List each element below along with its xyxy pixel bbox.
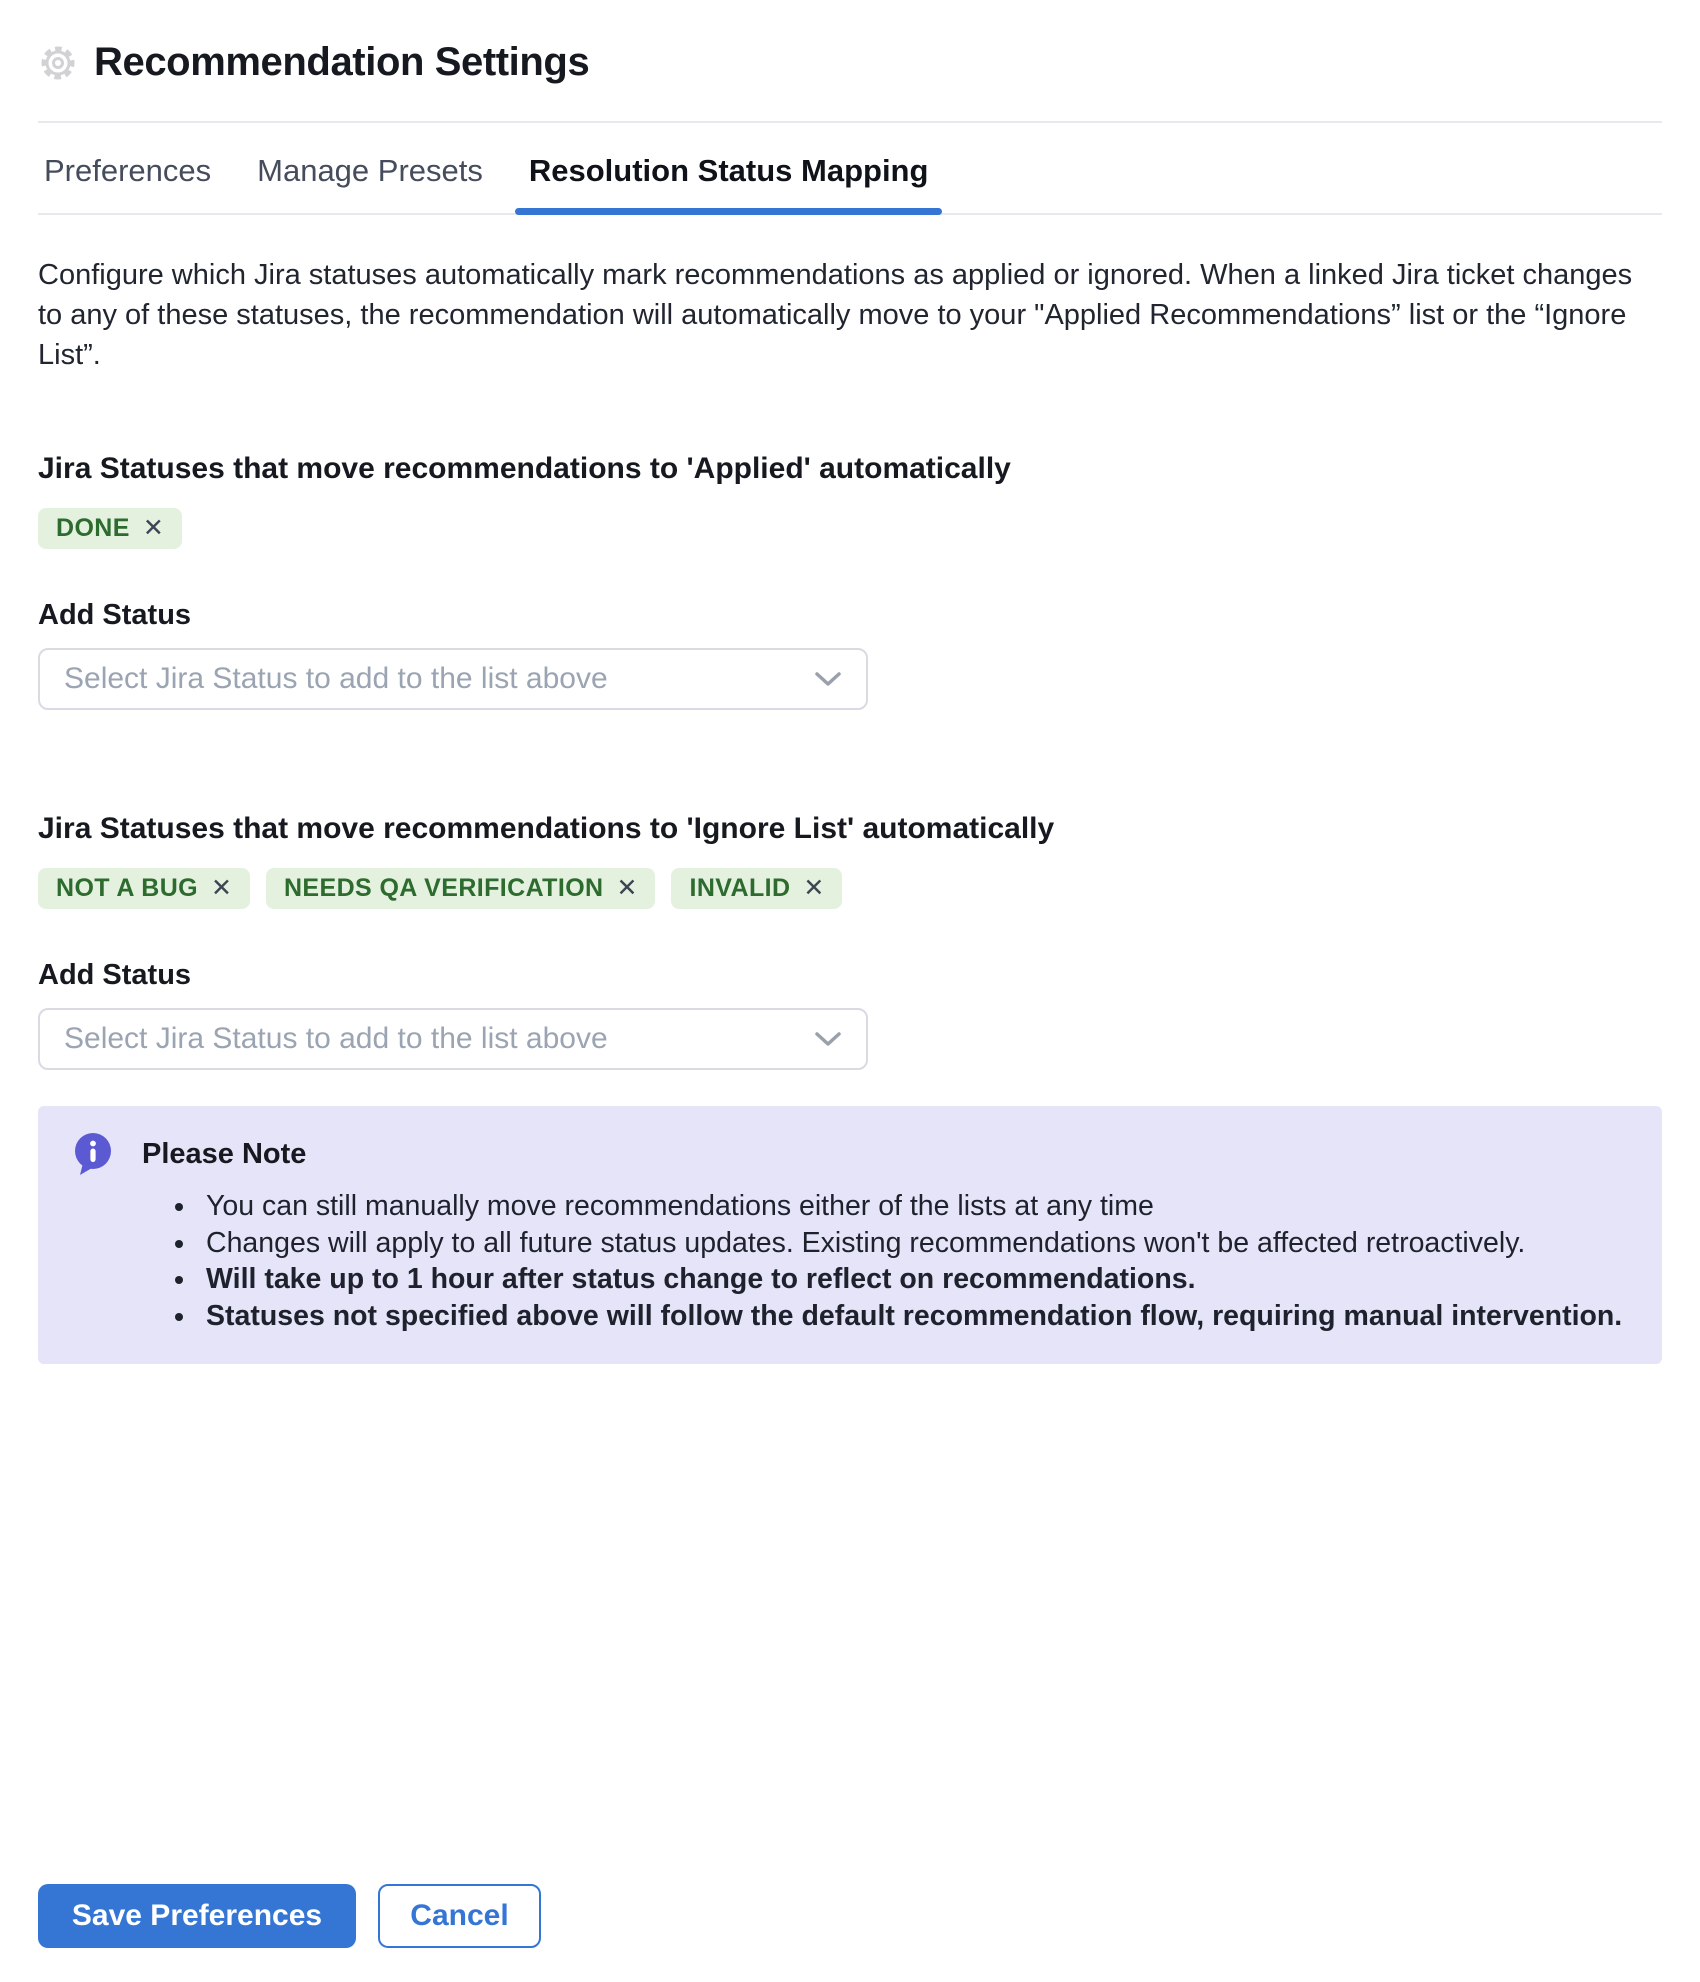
- status-tag-done: [38, 508, 182, 549]
- select-placeholder: Select Jira Status to add to the list above: [64, 662, 608, 695]
- note-bullet: • Changes will apply to all future status updates. Existing recommendations won't be affected retroactively.: [198, 1225, 1632, 1262]
- page-header: [38, 40, 1662, 85]
- note-bullet-list: [72, 1188, 1632, 1334]
- page-description: Configure which Jira statuses automatically mark recommendations as applied or ignored. When a linked Jira ticket changes to any of these statuses, the recommendation will automatically move to your "Applied Recommendations” list or the “Ignore List”.: [38, 259, 1633, 371]
- note-bullet: • Statuses not specified above will follow the default recommendation flow, requiring manual intervention.: [198, 1298, 1632, 1335]
- footer-actions: [38, 1884, 1662, 1982]
- jira-status-select-ignore[interactable]: [38, 1008, 868, 1070]
- status-tag-label: NOT A BUG: [56, 874, 199, 902]
- status-tag-label: NEEDS QA VERIFICATION: [283, 874, 604, 902]
- status-tag-label: DONE: [56, 514, 130, 542]
- cancel-button[interactable]: Cancel: [378, 1884, 541, 1948]
- gear-icon: [38, 43, 78, 83]
- note-bullet: • You can still manually move recommendations either of the lists at any time: [198, 1188, 1632, 1225]
- remove-status-icon[interactable]: ✕: [211, 874, 232, 902]
- status-tag-invalid: [671, 868, 842, 909]
- tab-resolution-status-mapping[interactable]: Resolution Status Mapping: [527, 141, 931, 213]
- applied-status-tags: [38, 508, 1662, 549]
- status-tag-label: INVALID: [689, 874, 791, 902]
- note-header: [72, 1132, 1632, 1176]
- add-status-label-applied: Add Status: [38, 599, 192, 631]
- add-status-label-ignore: Add Status: [38, 959, 192, 991]
- tab-manage-presets[interactable]: Manage Presets: [257, 153, 483, 188]
- chevron-down-icon: [814, 1030, 842, 1048]
- ignore-status-tags: [38, 868, 1662, 909]
- remove-status-icon[interactable]: ✕: [616, 874, 638, 902]
- info-icon: [72, 1132, 114, 1176]
- tab-preferences[interactable]: Preferences: [44, 153, 212, 188]
- page-title: Recommendation Settings: [94, 40, 590, 84]
- note-title: Please Note: [142, 1137, 307, 1170]
- status-tag-not-a-bug: [38, 868, 250, 909]
- save-preferences-button[interactable]: Save Preferences: [38, 1884, 356, 1948]
- ignore-section-heading: Jira Statuses that move recommendations to 'Ignore List' automatically: [38, 812, 1055, 845]
- remove-status-icon[interactable]: ✕: [142, 514, 164, 542]
- applied-section-heading: Jira Statuses that move recommendations to 'Applied' automatically: [38, 452, 1011, 485]
- please-note-box: [38, 1106, 1662, 1364]
- select-placeholder: Select Jira Status to add to the list above: [64, 1022, 608, 1055]
- header-divider: [38, 121, 1662, 123]
- jira-status-select-applied[interactable]: [38, 648, 868, 710]
- remove-status-icon[interactable]: ✕: [803, 874, 825, 902]
- note-bullet: • Will take up to 1 hour after status change to reflect on recommendations.: [198, 1261, 1632, 1298]
- tab-bar: [38, 141, 1662, 215]
- chevron-down-icon: [814, 670, 842, 688]
- status-tag-needs-qa-verification: [266, 868, 656, 909]
